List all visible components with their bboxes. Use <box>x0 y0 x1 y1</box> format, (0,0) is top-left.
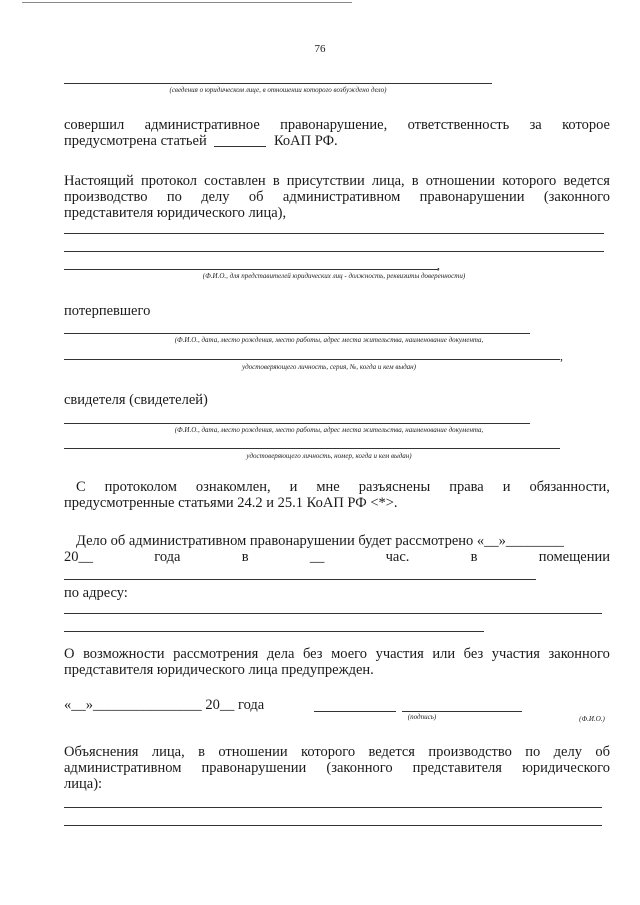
page-top-rule <box>22 2 352 3</box>
presence-word: протокол <box>140 173 198 189</box>
acquainted-word: ознакомлен, <box>195 479 271 495</box>
victim-heading: потерпевшего <box>64 303 151 319</box>
notice-word: рассмотрения <box>173 646 259 662</box>
signature-caption: (подпись) <box>407 713 437 721</box>
victim-blank-1 <box>64 333 530 334</box>
presence-word: Настоящий <box>64 173 134 189</box>
hearing-word: в <box>241 549 249 565</box>
presence-word: в <box>411 173 419 189</box>
presence-word: присутствии <box>286 173 365 189</box>
presence-word: которого <box>502 173 557 189</box>
offense-article-suffix: КоАП РФ. <box>273 133 338 149</box>
victim-caption-1: (Ф.И.О., дата, место рождения, место работы, адрес места жительства, наименование документа, <box>174 336 484 344</box>
hearing-word: года <box>154 549 181 565</box>
notice-line-2: представителя юридического лица предупрежден. <box>64 662 374 678</box>
presence-line-3: представителя юридического лица), <box>64 205 287 221</box>
explanation-word: которого <box>301 744 356 760</box>
presence-word: административном <box>282 189 401 205</box>
victim-blank-2 <box>64 359 560 360</box>
article-blank <box>214 146 266 147</box>
explanation-word: отношении <box>218 744 288 760</box>
victim-comma: , <box>560 349 563 363</box>
acquainted-word: протоколом <box>104 479 177 495</box>
presence-caption: (Ф.И.О., для представителей юридических лиц - должность, реквизиты доверенности) <box>202 272 466 280</box>
witness-heading: свидетеля (свидетелей) <box>64 392 208 408</box>
hearing-line-2 <box>64 548 610 566</box>
hearing-word: час. <box>385 549 410 565</box>
explanation-word: административном <box>64 760 182 776</box>
hearing-line-1: Дело об административном правонарушении будет рассмотрено «__»________ <box>76 533 564 549</box>
offense-word: правонарушение, <box>280 117 388 133</box>
acquainted-word: и <box>502 479 511 495</box>
explanation-word: Объяснения <box>64 744 139 760</box>
hearing-word: помещении <box>538 549 610 565</box>
presence-word: лица, <box>371 173 405 189</box>
offense-line-2 <box>64 132 338 150</box>
page-number: 76 <box>314 43 326 55</box>
presence-word: ведется <box>563 173 610 189</box>
offense-word: административное <box>144 117 260 133</box>
acquainted-line-2: предусмотренные статьями 24.2 и 25.1 КоАП РФ <*>. <box>64 495 398 511</box>
notice-word: О <box>64 646 75 662</box>
offense-word: которое <box>562 117 610 133</box>
explanation-word: правонарушении <box>201 760 307 776</box>
witness-blank-1 <box>64 423 530 424</box>
witness-blank-2 <box>64 448 560 449</box>
explanation-word: производство <box>428 744 512 760</box>
notice-word: дела <box>266 646 295 662</box>
presence-blank-2 <box>64 251 604 252</box>
presence-word: делу <box>201 189 230 205</box>
witness-caption-2: удостоверяющего личность, номер, когда и кем выдан) <box>246 452 412 460</box>
acquainted-word: права <box>449 479 484 495</box>
explanation-word: лица, <box>151 744 185 760</box>
hearing-blank-1 <box>64 579 536 580</box>
address-blank-2 <box>64 631 484 632</box>
acquainted-word: и <box>289 479 298 495</box>
explanation-word: в <box>198 744 205 760</box>
presence-word: (законного <box>543 189 610 205</box>
victim-caption-2: удостоверяющего личность, серия, №, когда и кем выдан) <box>242 363 416 371</box>
acquainted-word: С <box>76 479 86 495</box>
notice-word: участия <box>375 646 424 662</box>
signature-date: «__»_______________ 20__ года <box>64 697 265 713</box>
presence-word: в <box>272 173 280 189</box>
legal-entity-caption: (сведения о юридическом лице, в отношении которого возбуждено дело) <box>169 86 387 94</box>
hearing-word: 20__ <box>64 549 93 565</box>
offense-word: ответственность <box>407 117 510 133</box>
explanation-word: (законного <box>326 760 393 776</box>
notice-word: возможности <box>83 646 165 662</box>
presence-blank-3 <box>64 269 438 270</box>
explanation-word: юридического <box>522 760 610 776</box>
name-caption: (Ф.И.О.) <box>579 715 605 723</box>
presence-word: составлен <box>204 173 266 189</box>
acquainted-word: мне <box>316 479 340 495</box>
offense-word: совершил <box>64 117 125 133</box>
explanation-word: ведется <box>368 744 415 760</box>
notice-word: законного <box>548 646 610 662</box>
explanation-word: делу <box>553 744 582 760</box>
presence-word: правонарушении <box>419 189 525 205</box>
signature-blank-2 <box>402 711 522 712</box>
presence-word: по <box>166 189 182 205</box>
notice-word: без <box>463 646 484 662</box>
presence-word: отношении <box>425 173 496 189</box>
explanation-line-3: лица): <box>64 776 103 792</box>
explanation-word: по <box>525 744 541 760</box>
offense-word: за <box>529 117 542 133</box>
presence-word: об <box>248 189 264 205</box>
hearing-word: в <box>470 549 478 565</box>
explanation-blank-2 <box>64 825 602 826</box>
acquainted-word: обязанности, <box>529 479 610 495</box>
notice-word: без <box>303 646 323 662</box>
explanation-blank-1 <box>64 807 602 808</box>
offense-article-prefix: предусмотрена статьей <box>64 133 207 149</box>
notice-word: участия <box>491 646 540 662</box>
signature-blank-1 <box>314 711 396 712</box>
legal-entity-line <box>64 83 492 84</box>
address-blank-1 <box>64 613 602 614</box>
explanation-line-2 <box>64 759 610 777</box>
address-label: по адресу: <box>64 585 128 601</box>
notice-word: моего <box>331 646 367 662</box>
presence-blank-1 <box>64 233 604 234</box>
acquainted-word: разъяснены <box>358 479 431 495</box>
explanation-word: представителя <box>412 760 502 776</box>
hearing-word: __ <box>309 549 325 565</box>
witness-caption-1: (Ф.И.О., дата, место рождения, место работы, адрес места жительства, наименование документа, <box>174 426 484 434</box>
presence-word: производство <box>64 189 148 205</box>
notice-word: или <box>432 646 456 662</box>
explanation-word: об <box>595 744 610 760</box>
presence-comma: , <box>437 258 440 272</box>
